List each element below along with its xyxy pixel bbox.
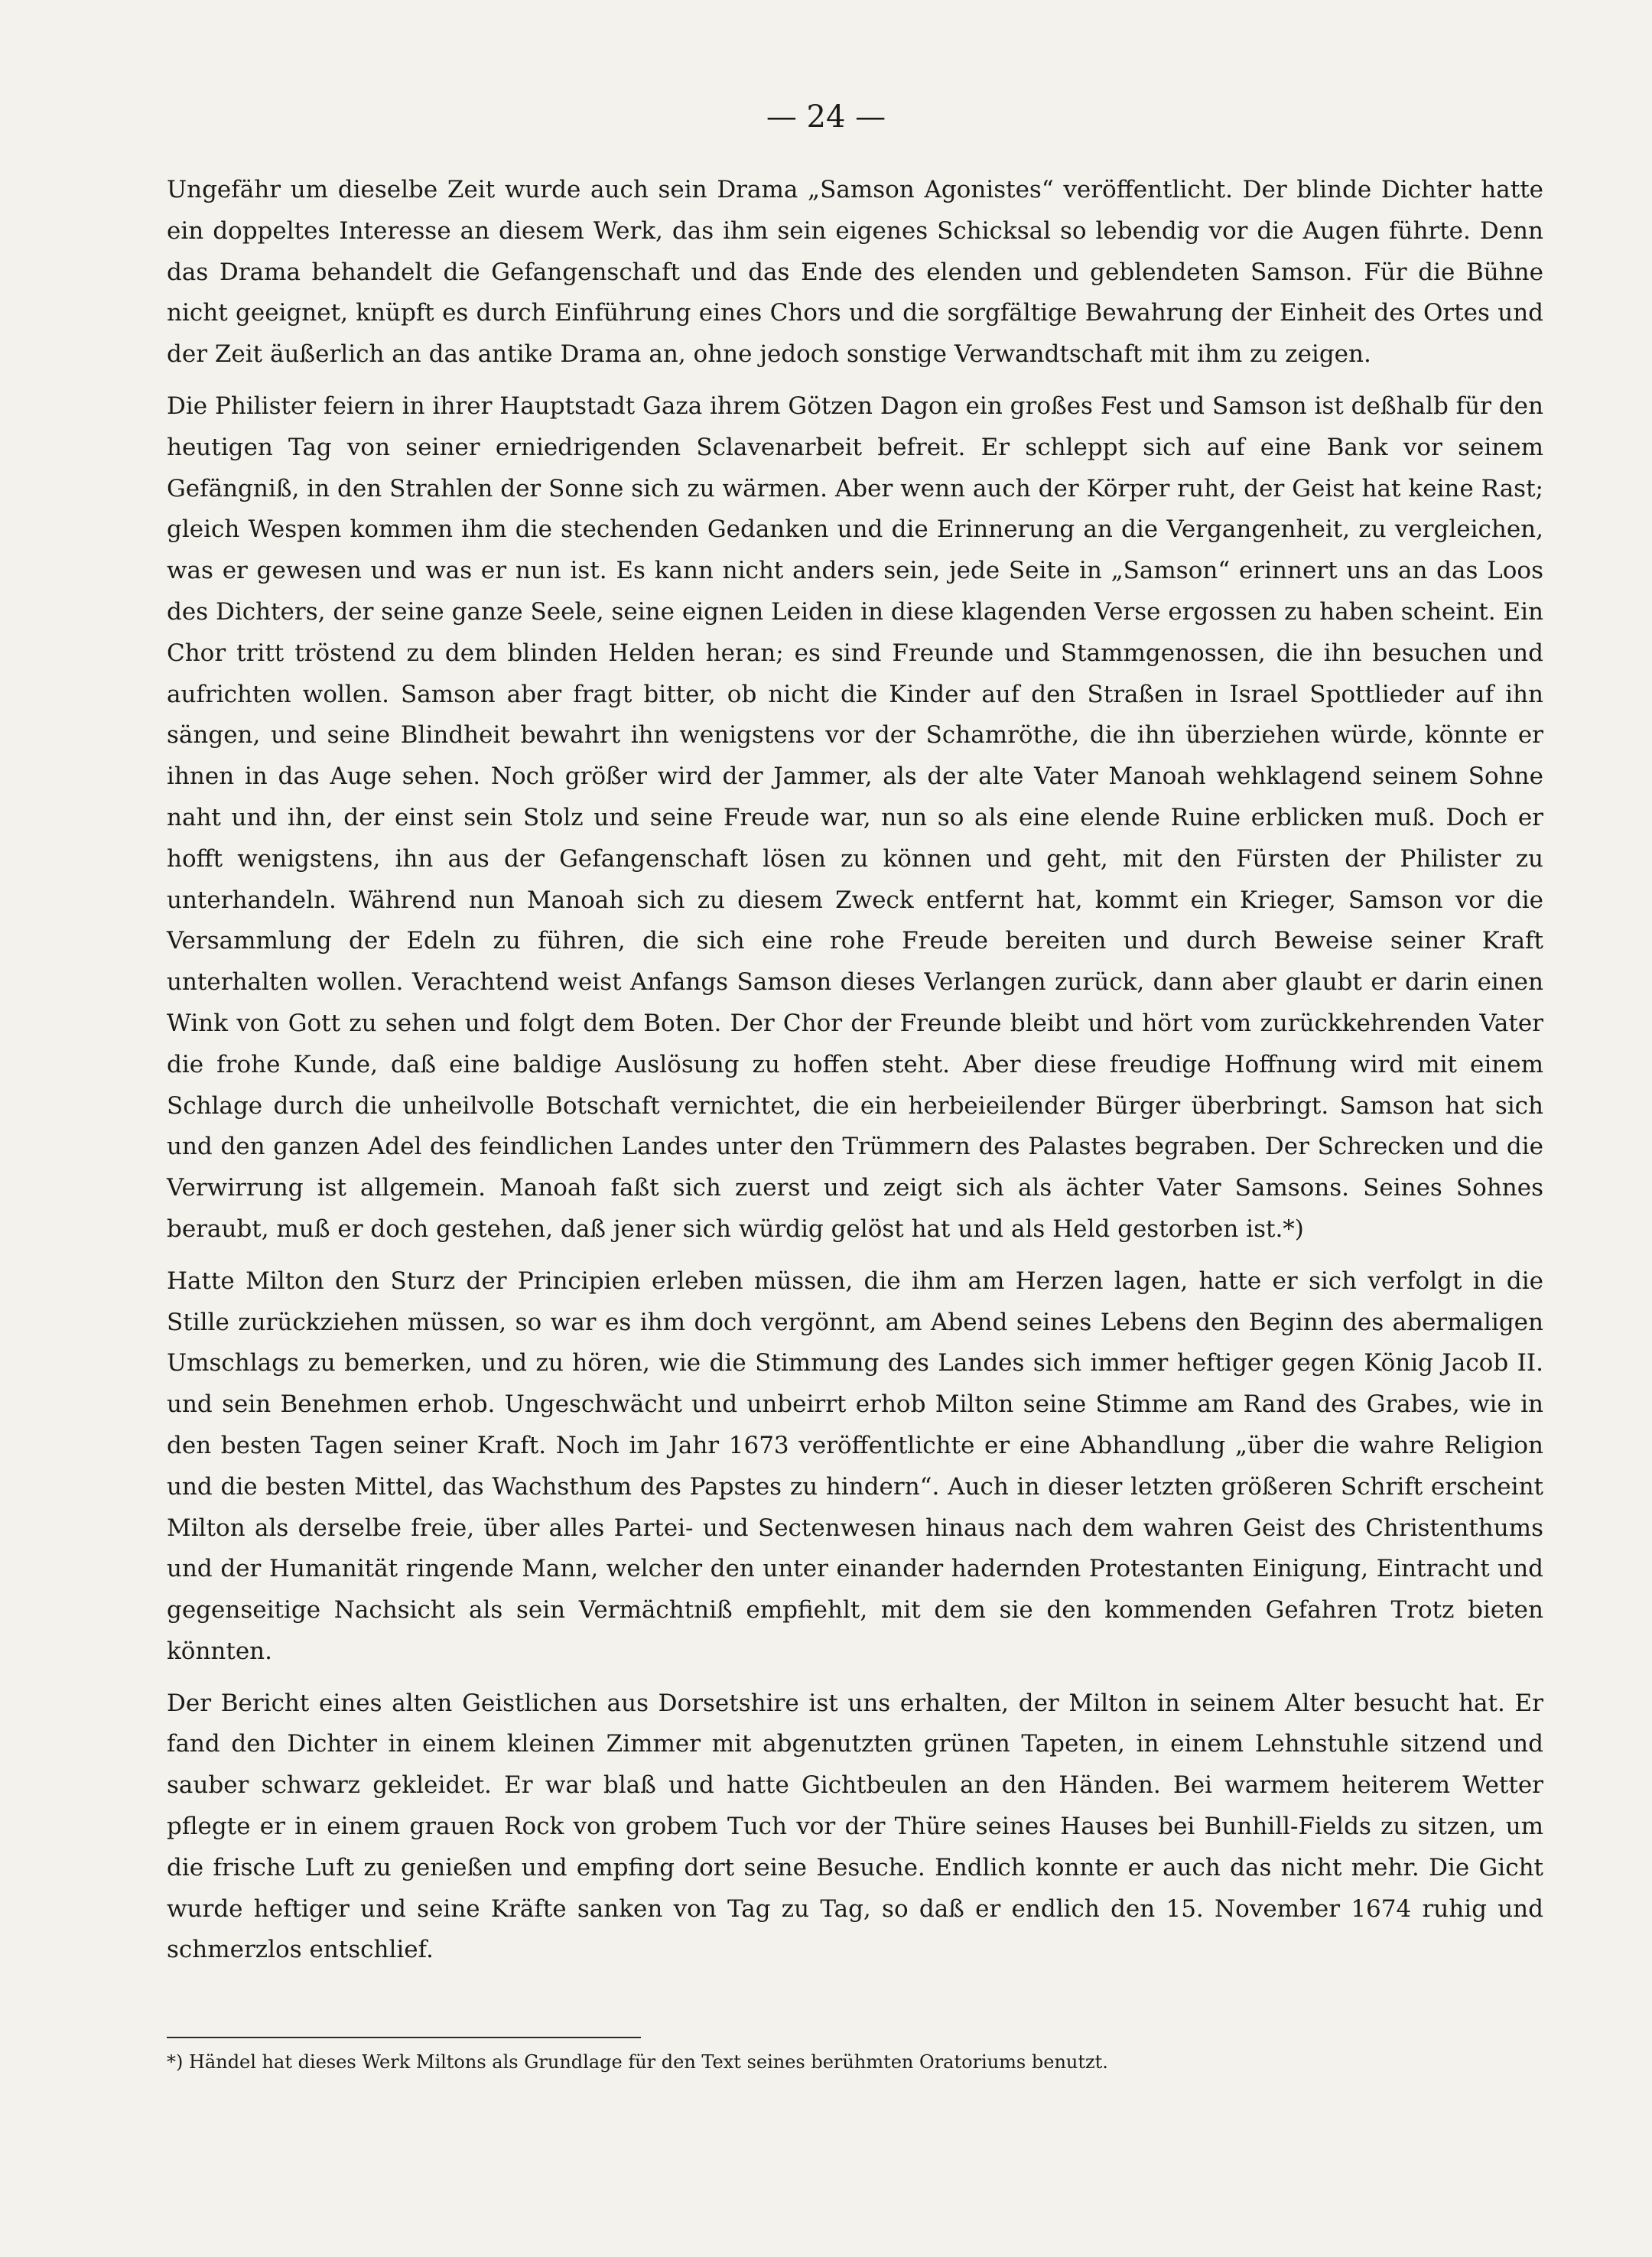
main-text — [167, 170, 1543, 1982]
footnote: *) Händel hat dieses Werk Miltons als Grundlage für den Text seines berühmten Oratoriums benutzt. — [167, 2051, 1108, 2073]
footnote-divider — [167, 2037, 641, 2038]
paragraph-1: Ungefähr um dieselbe Zeit wurde auch sein Drama „Samson Agonistes“ veröffentlicht. Der blinde Dichter hatte ein doppeltes Interesse an diesem Werk, das ihm sein eigenes Schicksal so lebendig vor die Augen führte. Denn das Drama behandelt die Gefangenschaft und das Ende des elenden und geblendeten Samson. Für die Bühne nicht geeignet, knüpft es durch Einführung eines Chors und die sorgfältige Bewahrung der Einheit des Ortes und der Zeit äußerlich an das antike Drama an, ohne jedoch sonstige Verwandtschaft mit ihm zu zeigen. — [167, 176, 1543, 369]
page-number: — 24 — — [766, 99, 886, 135]
paragraph-2: Die Philister feiern in ihrer Hauptstadt Gaza ihrem Götzen Dagon ein großes Fest und Samson ist deßhalb für den heutigen Tag von seiner erniedrigenden Sclavenarbeit befreit. Er schleppt sich auf eine Bank vor seinem Gefängniß, in den Strahlen der Sonne sich zu wärmen. Aber wenn auch der Körper ruht, der Geist hat keine Rast; gleich Wespen kommen ihm die stechenden Gedanken und die Erinnerung an die Vergangenheit, zu vergleichen, was er gewesen und was er nun ist. Es kann nicht anders sein, jede Seite in „Samson“ erinnert uns an das Loos des Dichters, der seine ganze Seele, seine eignen Leiden in diese klagenden Verse ergossen zu haben scheint. Ein Chor tritt tröstend zu dem blinden Helden heran; es sind Freunde und Stammgenossen, die ihn besuchen und aufrichten wollen. Samson aber fragt bitter, ob nicht die Kinder auf den Straßen in Israel Spottlieder auf ihn sängen, und seine Blindheit bewahrt ihn wenigstens vor der Schamröthe, die ihn überziehen würde, könnte er ihnen in das Auge sehen. Noch größer wird der Jammer, als der alte Vater Manoah wehklagend seinem Sohne naht und ihn, der einst sein Stolz und seine Freude war, nun so als eine elende Ruine erblicken muß. Doch er hofft wenigstens, ihn aus der Gefangenschaft lösen zu können und geht, mit den Fürsten der Philister zu unterhandeln. Während nun Manoah sich zu diesem Zweck entfernt hat, kommt ein Krieger, Samson vor die Versammlung der Edeln zu führen, die sich eine rohe Freude bereiten und durch Beweise seiner Kraft unterhalten wollen. Verachtend weist Anfangs Samson dieses Verlangen zurück, dann aber glaubt er darin einen Wink von Gott zu sehen und folgt dem Boten. Der Chor der Freunde bleibt und hört vom zurückkehrenden Vater die frohe Kunde, daß eine baldige Auslösung zu hoffen steht. Aber diese freudige Hoffnung wird mit einem Schlage durch die unheilvolle Botschaft vernichtet, die ein herbeieilender Bürger überbringt. Samson hat sich und den ganzen Adel des feindlichen Landes unter den Trümmern des Palastes begraben. Der Schrecken und die Verwirrung ist allgemein. Manoah faßt sich zuerst und zeigt sich als ächter Vater Samsons. Seines Sohnes beraubt, muß er doch gestehen, daß jener sich würdig gelöst hat und als Held gestorben ist.*) — [167, 392, 1543, 1243]
paragraph-4: Der Bericht eines alten Geistlichen aus Dorsetshire ist uns erhalten, der Milton in seinem Alter besucht hat. Er fand den Dichter in einem kleinen Zimmer mit abgenutzten grünen Tapeten, in einem Lehnstuhle sitzend und sauber schwarz gekleidet. Er war blaß und hatte Gichtbeulen an den Händen. Bei warmem heiterem Wetter pflegte er in einem grauen Rock von grobem Tuch vor der Thüre seines Hauses bei Bunhill-Fields zu sitzen, um die frische Luft zu genießen und empfing dort seine Besuche. Endlich konnte er auch das nicht mehr. Die Gicht wurde heftiger und seine Kräfte sanken von Tag zu Tag, so daß er endlich den 15. November 1674 ruhig und schmerzlos entschlief. — [167, 1689, 1543, 1964]
paragraph-3: Hatte Milton den Sturz der Principien erleben müssen, die ihm am Herzen lagen, hatte er sich verfolgt in die Stille zurückziehen müssen, so war es ihm doch vergönnt, am Abend seines Lebens den Beginn des abermaligen Umschlags zu bemerken, und zu hören, wie die Stimmung des Landes sich immer heftiger gegen König Jacob II. und sein Benehmen erhob. Ungeschwächt und unbeirrt erhob Milton seine Stimme am Rand des Grabes, wie in den besten Tagen seiner Kraft. Noch im Jahr 1673 veröffentlichte er eine Abhandlung „über die wahre Religion und die besten Mittel, das Wachsthum des Papstes zu hindern“. Auch in dieser letzten größeren Schrift erscheint Milton als derselbe freie, über alles Partei- und Sectenwesen hinaus nach dem wahren Geist des Christenthums und der Humanität ringende Mann, welcher den unter einander hadernden Protestanten Einigung, Eintracht und gegenseitige Nachsicht als sein Vermächtniß empfiehlt, mit dem sie den kommenden Gefahren Trotz bieten könnten. — [167, 1267, 1543, 1665]
